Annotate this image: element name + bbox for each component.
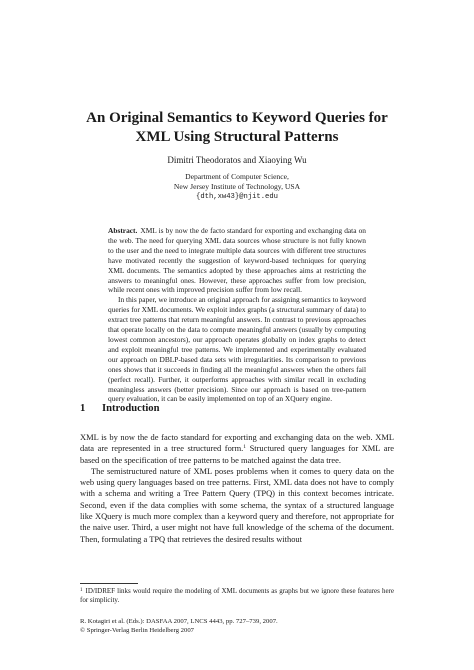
section-heading: [80, 402, 394, 415]
intro-p1-text-b: Structured query languages for XML are based on the specification of tree patterns to be matched against the data tree.: [80, 443, 394, 465]
section-title: Introduction: [102, 403, 160, 414]
publication-copyright: © Springer-Verlag Berlin Heidelberg 2007: [80, 627, 195, 634]
abstract-paragraph-2: In this paper, we introduce an original approach for assigning semantics to keyword queries for XML documents. We exploit index graphs (a structural summary of data) to extract tree patterns that return meaningful answers. In contrast to previous approaches that operate locally on the data to compute meaningful answers (usually by computing lowest common ancestors), our approach operates globally on index graphs to detect and exploit meaningful tree patterns. We implemented and experimentally evaluated our approach on DBLP-based data sets with irregularities. Its comparison to previous ones shows that it succeeds in finding all the meaningful answers when the others fail (perfect recall). Further, it outperforms approaches with similar recall in excluding meaningless answers (better precision). Since our approach is based on tree-pattern query evaluation, it can be easily implemented on top of an XQuery engine.: [108, 295, 367, 404]
affiliation-institute: New Jersey Institute of Technology, USA: [173, 182, 301, 191]
introduction-body: [80, 432, 394, 545]
paper-authors: Dimitri Theodoratos and Xiaoying Wu: [167, 155, 307, 165]
paper-title: An Original Semantics to Keyword Queries for XML Using Structural Patterns: [86, 110, 388, 145]
abstract-paragraph-1: [108, 226, 366, 295]
intro-paragraph-1: [80, 432, 394, 466]
footnote-reference[interactable]: 1: [243, 444, 247, 451]
footnote-divider: [80, 583, 138, 584]
abstract-text-1: XML is by now the de facto standard for exporting and exchanging data on the web. The need for querying XML data sources whose structure is not fully known to the user and the need to integrate multiple data sources with different tree structures have motivated recently the suggestion of keyword-based techniques for querying XML documents. The semantics adopted by these approaches aims at restricting the answers to meaningful ones. However, these approaches suffer from low precision, while recent ones with improved precision suffer from low recall.: [108, 226, 366, 295]
publication-info: [80, 617, 394, 635]
abstract-label: Abstract.: [108, 226, 138, 235]
publication-citation: R. Kotagiri et al. (Eds.): DASFAA 2007, LNCS 4443, pp. 727–739, 2007.: [80, 618, 278, 625]
section-number: 1: [80, 403, 86, 414]
footnote: [80, 587, 394, 605]
affiliation-department: Department of Computer Science,: [185, 172, 289, 181]
affiliation-block: [80, 172, 394, 202]
intro-p1-text-a: XML is by now the de facto standard for exporting and exchanging data on the web. XML data are represented in a tree structured form.: [80, 432, 394, 454]
intro-paragraph-2: The semistructured nature of XML poses problems when it comes to query data on the web using query languages based on tree patterns. First, XML data does not have to comply with a schema and writing a Tree Pattern Query (TPQ) in this context becomes intricate. Second, even if the data complies with some schema, the syntax of a structured language like XQuery is much more complex than a keyword query and therefore, not appropriate for the naive user. Third, a user might not have full knowledge of the schema of the document. Then, formulating a TPQ that retrieves the desired results without: [80, 465, 394, 544]
footnote-mark: 1: [80, 588, 83, 593]
footnote-text: ID/IDREF links would require the modeling of XML documents as graphs but we ignore these features here for simplicity.: [80, 587, 394, 605]
affiliation-email: {dth,xw43}@njit.edu: [196, 193, 278, 201]
abstract-block: [108, 226, 366, 404]
